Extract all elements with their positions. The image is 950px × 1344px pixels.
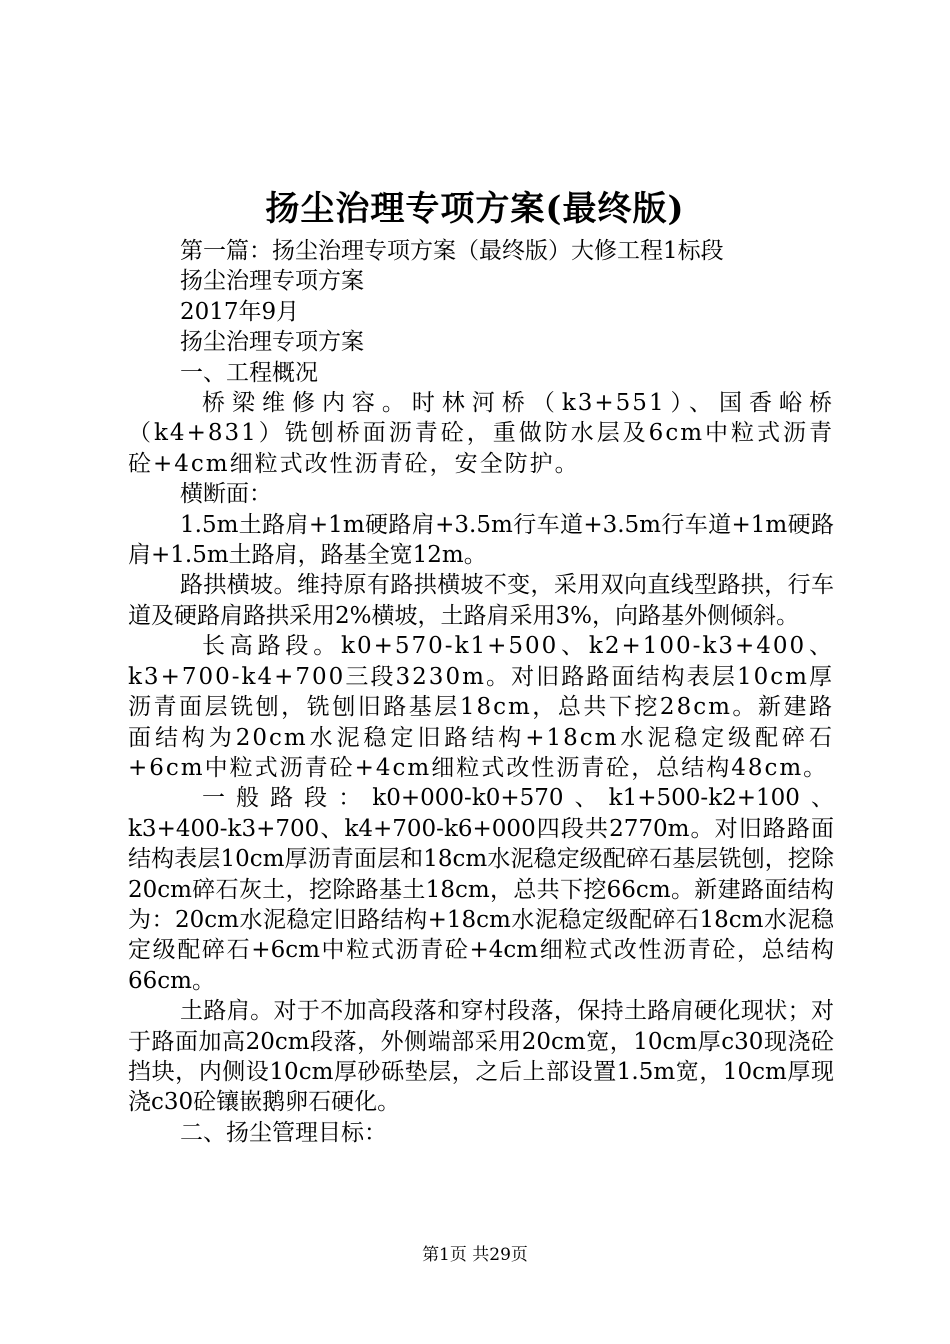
line-subtitle-repeat: 扬尘治理专项方案 bbox=[180, 329, 364, 356]
line-subtitle: 扬尘治理专项方案 bbox=[180, 268, 364, 295]
paragraph-cross-section-label: 横断面： bbox=[180, 481, 272, 508]
section-heading-dust-goals: 二、扬尘管理目标： bbox=[180, 1119, 387, 1146]
paragraph-raised-sections: 长高路段。k0+570-k1+500、k2+100-k3+400、k3+700-k4+700三段3230m。对旧路路面结构表层10cm厚沥青面层铣刨，铣刨旧路基层18cm，总共下挖28cm。新建路面结构为20cm水泥稳定旧路结构+18cm水泥稳定级配碎石+6cm中粒式沥青砼+4cm细粒式改性沥青砼，总结构48cm。 bbox=[128, 633, 834, 781]
line-chapter-heading: 第一篇：扬尘治理专项方案（最终版）大修工程1标段 bbox=[180, 238, 724, 264]
paragraph-general-sections: 一般路段：k0+000-k0+570、k1+500-k2+100、k3+400-k3+700、k4+700-k6+000四段共2770m。对旧路路面结构表层10cm厚沥青面层和18cm水泥稳定级配碎石基层铣刨，挖除20cm碎石灰土，挖除路基土18cm，总共下挖66cm。新建路面结构为：20cm水泥稳定旧路结构+18cm水泥稳定级配碎石18cm水泥稳定级配碎石+6cm中粒式沥青砼+4cm细粒式改性沥青砼，总结构66cm。 bbox=[128, 785, 834, 994]
paragraph-earth-shoulder: 土路肩。对于不加高段落和穿村段落，保持土路肩硬化现状；对于路面加高20cm段落，外侧端部采用20cm宽，10cm厚c30现浇砼挡块，内侧设10cm厚砂砾垫层，之后上部设置1.5m宽，10cm厚现浇c30砼镶嵌鹅卵石硬化。 bbox=[128, 998, 834, 1116]
paragraph-road-crown: 路拱横坡。维持原有路拱横坡不变，采用双向直线型路拱，行车道及硬路肩路拱采用2%横坡，土路肩采用3%，向路基外侧倾斜。 bbox=[128, 572, 834, 629]
paragraph-cross-section: 1.5m土路肩+1m硬路肩+3.5m行车道+3.5m行车道+1m硬路肩+1.5m土路肩，路基全宽12m。 bbox=[128, 511, 834, 569]
section-heading-overview: 一、工程概况 bbox=[180, 359, 318, 386]
document-body bbox=[128, 236, 834, 1148]
line-date: 2017年9月 bbox=[180, 298, 300, 325]
document-title: 扬尘治理专项方案(最终版) bbox=[265, 189, 685, 229]
paragraph-bridge-repair: 桥梁维修内容。时林河桥（k3+551）、国香峪桥（k4+831）铣刨桥面沥青砼，重做防水层及6cm中粒式沥青砼+4cm细粒式改性沥青砼，安全防护。 bbox=[128, 390, 834, 477]
page-footer: 第1页 共29页 bbox=[422, 1245, 528, 1265]
